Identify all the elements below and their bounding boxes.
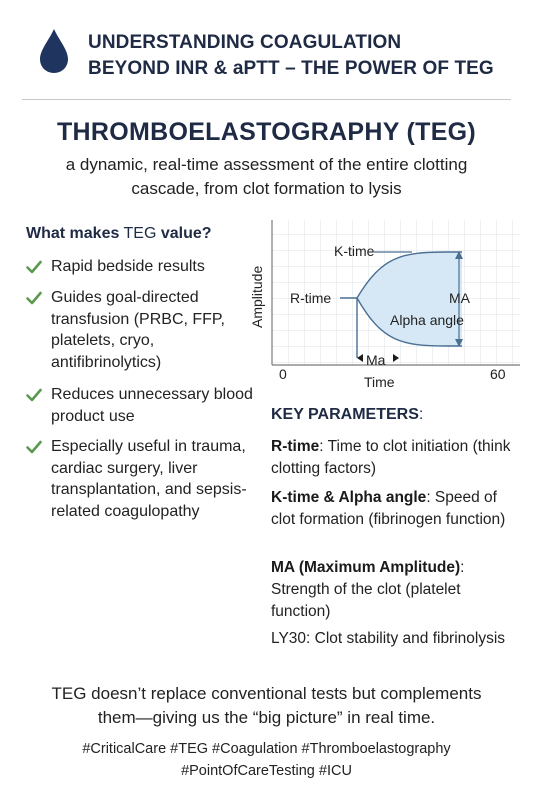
page-title: THROMBOELASTOGRAPHY (TEG) bbox=[56, 118, 477, 146]
check-icon bbox=[26, 388, 42, 402]
hashtags bbox=[14, 738, 519, 782]
y-axis-label: Amplitude bbox=[249, 265, 265, 328]
benefit-text: Rapid bedside results bbox=[51, 258, 205, 275]
parameter-desc: : Speed of clot formation (fibrinogen function) bbox=[271, 489, 506, 528]
header-title bbox=[88, 30, 528, 82]
closing-line1: TEG doesn’t replace conventional tests but complements bbox=[51, 684, 482, 703]
header-divider bbox=[22, 99, 511, 100]
key-parameters-colon: : bbox=[418, 406, 424, 423]
parameter-ma bbox=[271, 557, 521, 623]
blood-drop-icon bbox=[38, 28, 70, 74]
parameter-k-time-alpha bbox=[271, 487, 521, 531]
value-heading-bold: What makes bbox=[26, 225, 120, 242]
header bbox=[0, 0, 533, 100]
benefit-text: Reduces unnecessary blood product use bbox=[51, 386, 253, 425]
value-heading-tail: value? bbox=[160, 225, 212, 242]
key-parameters-title: KEY PARAMETERS bbox=[271, 406, 419, 423]
x-min-label: 0 bbox=[279, 366, 287, 382]
alpha-angle-label: Alpha angle bbox=[390, 312, 464, 328]
check-icon bbox=[26, 291, 42, 305]
check-icon bbox=[26, 260, 42, 274]
k-time-label: K-time bbox=[334, 243, 375, 259]
parameter-desc: : Strength of the clot (platelet function) bbox=[271, 559, 465, 620]
header-title-line1: UNDERSTANDING COAGULATION bbox=[88, 32, 402, 53]
parameter-desc: LY30: Clot stability and fibrinolysis bbox=[271, 630, 506, 647]
hashtags-line1: #CriticalCare #TEG #Coagulation #Thromboelastography bbox=[82, 741, 451, 757]
hashtags-line2: #PointOfCareTesting #ICU bbox=[181, 763, 352, 779]
parameter-r-time bbox=[271, 436, 521, 480]
teg-diagram bbox=[249, 218, 522, 398]
key-parameters-heading bbox=[271, 406, 423, 424]
closing-line2: them—giving us the “big picture” in real time. bbox=[97, 708, 436, 727]
subtitle-line2: cascade, from clot formation to lysis bbox=[131, 179, 402, 198]
parameter-term: K-time & Alpha angle bbox=[271, 489, 427, 506]
check-icon bbox=[26, 440, 42, 454]
subtitle bbox=[20, 153, 513, 201]
parameter-ly30 bbox=[271, 628, 521, 650]
value-heading-normal: TEG bbox=[119, 225, 161, 242]
ma-bottom-label: Ma bbox=[366, 352, 386, 368]
closing-statement bbox=[14, 682, 519, 730]
subtitle-line1: a dynamic, real-time assessment of the entire clotting bbox=[65, 155, 468, 174]
ma-label: MA bbox=[449, 290, 470, 306]
x-axis-label: Time bbox=[364, 374, 395, 390]
parameter-desc: : Time to clot initiation (think clotting factors) bbox=[271, 438, 511, 477]
parameter-term: R-time bbox=[271, 438, 320, 455]
value-heading bbox=[26, 225, 212, 243]
r-time-label: R-time bbox=[290, 290, 332, 306]
parameter-term: MA (Maximum Amplitude) bbox=[271, 559, 461, 576]
header-title-line2: BEYOND INR & aPTT – THE POWER OF TEG bbox=[88, 58, 494, 79]
benefit-text: Especially useful in trauma, cardiac surgery, liver transplantation, and sepsis-related coagulopathy bbox=[51, 438, 247, 520]
x-max-label: 60 bbox=[490, 366, 506, 382]
benefit-text: Guides goal-directed transfusion (PRBC, FFP, platelets, cryo, antifibrinolytics) bbox=[51, 289, 225, 371]
